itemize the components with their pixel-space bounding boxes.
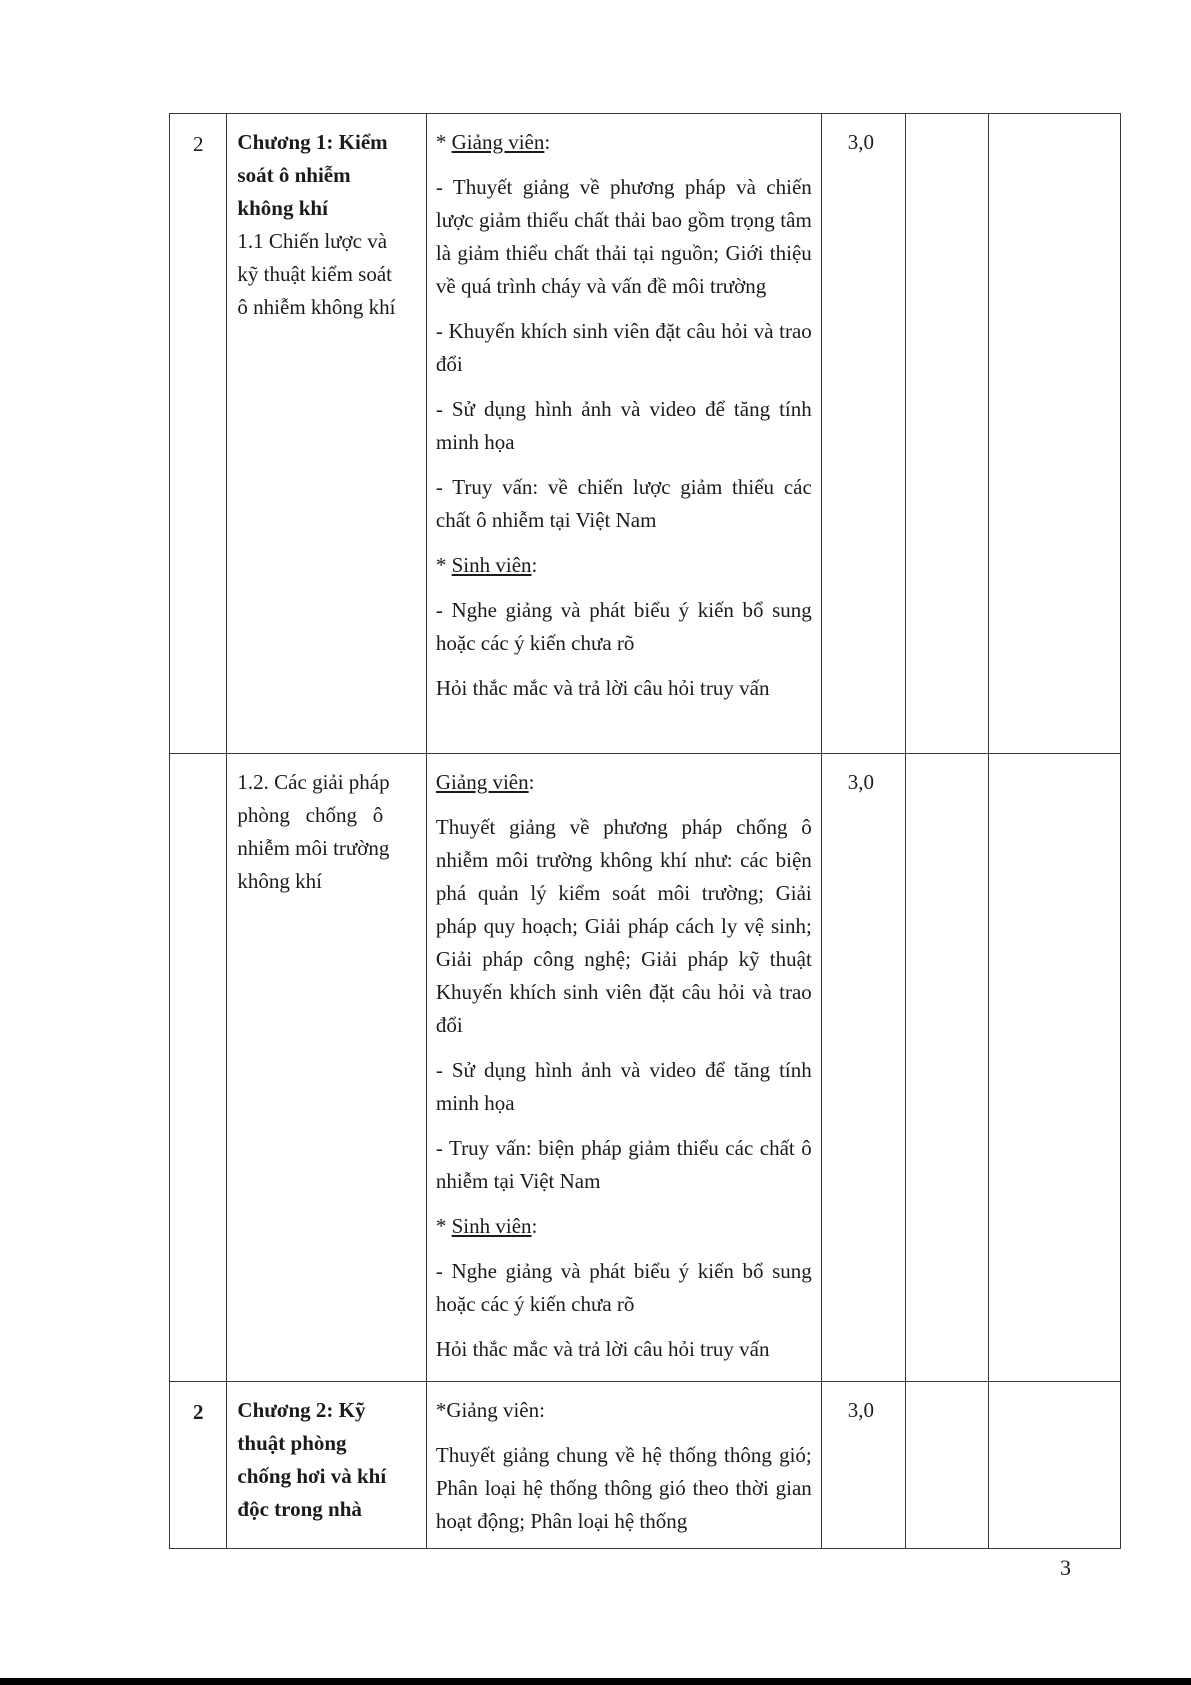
week-cell [170,114,227,754]
week-cell [170,754,227,1382]
table-row [170,754,1121,1382]
activity-paragraph: - Sử dụng hình ảnh và video để tăng tính minh họa [435,397,812,454]
section-title-line: 1.1 Chiến lược và [237,229,388,253]
chapter-title-line: Chương 2: Kỹ [237,1398,366,1422]
hours-value: 3,0 [847,1398,875,1422]
syllabus-table [169,113,1121,1549]
empty-cell [906,754,989,1382]
activities-cell [426,114,821,754]
activity-paragraph: - Nghe giảng và phát biểu ý kiến bổ sung hoặc các ý kiến chưa rõ [435,598,812,655]
empty-cell [906,1382,989,1549]
activity-paragraph: Thuyết giảng chung về hệ thống thông gió; Phân loại hệ thống thông gió theo thời gian hoạt động; Phân loại hệ thống [435,1443,812,1533]
chapter-title-line: độc trong nhà [237,1497,362,1521]
activity-paragraph: Thuyết giảng về phương pháp chống ô nhiễm môi trường không khí như: các biện phá quản lý kiểm soát môi trường; Giải pháp quy hoạch; Giải pháp cách ly vệ sinh; Giải pháp công nghệ; Giải pháp kỹ thuật Khuyến khích sinh viên đặt câu hỏi và trao đổi [435,815,812,1037]
student-heading: * Sinh viên: [435,553,538,577]
week-number: 2 [192,132,204,156]
content-cell [227,114,426,754]
activity-paragraph: - Khuyến khích sinh viên đặt câu hỏi và trao đổi [435,319,812,376]
activities-cell [426,754,821,1382]
content-cell [227,1382,426,1549]
section-title-line: phòng chống ô [237,803,384,827]
student-heading: * Sinh viên: [435,1214,538,1238]
hours-value: 3,0 [847,130,875,154]
bottom-edge-bar [0,1678,1191,1685]
empty-cell [988,114,1120,754]
activities-cell [426,1382,821,1549]
lecturer-heading: *Giảng viên: [435,1398,545,1422]
activity-paragraph: - Truy vấn: về chiến lược giảm thiểu các chất ô nhiễm tại Việt Nam [435,475,812,532]
empty-cell [988,1382,1120,1549]
lecturer-heading: * Giảng viên: [435,130,551,154]
activity-paragraph: Hỏi thắc mắc và trả lời câu hỏi truy vấn [435,1337,770,1361]
empty-cell [906,114,989,754]
chapter-title-line: thuật phòng [237,1431,347,1455]
hours-cell [821,1382,906,1549]
hours-cell [821,754,906,1382]
content-cell [227,754,426,1382]
chapter-title-line: soát ô nhiễm [237,163,351,187]
week-number: 2 [192,1400,204,1424]
table-row [170,1382,1121,1549]
activity-paragraph: - Nghe giảng và phát biểu ý kiến bổ sung hoặc các ý kiến chưa rõ [435,1259,812,1316]
section-title-line: ô nhiễm không khí [237,295,396,319]
hours-cell [821,114,906,754]
section-title-line: nhiễm môi trường [237,836,390,860]
hours-value: 3,0 [847,770,875,794]
lecturer-heading: Giảng viên: [435,770,535,794]
week-cell [170,1382,227,1549]
section-title-line: không khí [237,869,323,893]
empty-cell [988,754,1120,1382]
activity-paragraph: Hỏi thắc mắc và trả lời câu hỏi truy vấn [435,676,770,700]
table-row [170,114,1121,754]
chapter-title-line: không khí [237,196,328,220]
chapter-title-line: Chương 1: Kiểm [237,130,388,154]
chapter-title-line: chống hơi và khí [237,1464,387,1488]
section-title-line: kỹ thuật kiểm soát [237,262,392,286]
activity-paragraph: - Sử dụng hình ảnh và video để tăng tính minh họa [435,1058,812,1115]
section-title-line: 1.2. Các giải pháp [237,770,390,794]
page-number: 3 [1060,1555,1071,1580]
activity-paragraph: - Thuyết giảng về phương pháp và chiến lược giảm thiểu chất thải bao gồm trọng tâm là giảm thiểu chất thải tại nguồn; Giới thiệu về quá trình cháy và vấn đề môi trường [435,175,812,298]
activity-paragraph: - Truy vấn: biện pháp giảm thiểu các chất ô nhiễm tại Việt Nam [435,1136,812,1193]
